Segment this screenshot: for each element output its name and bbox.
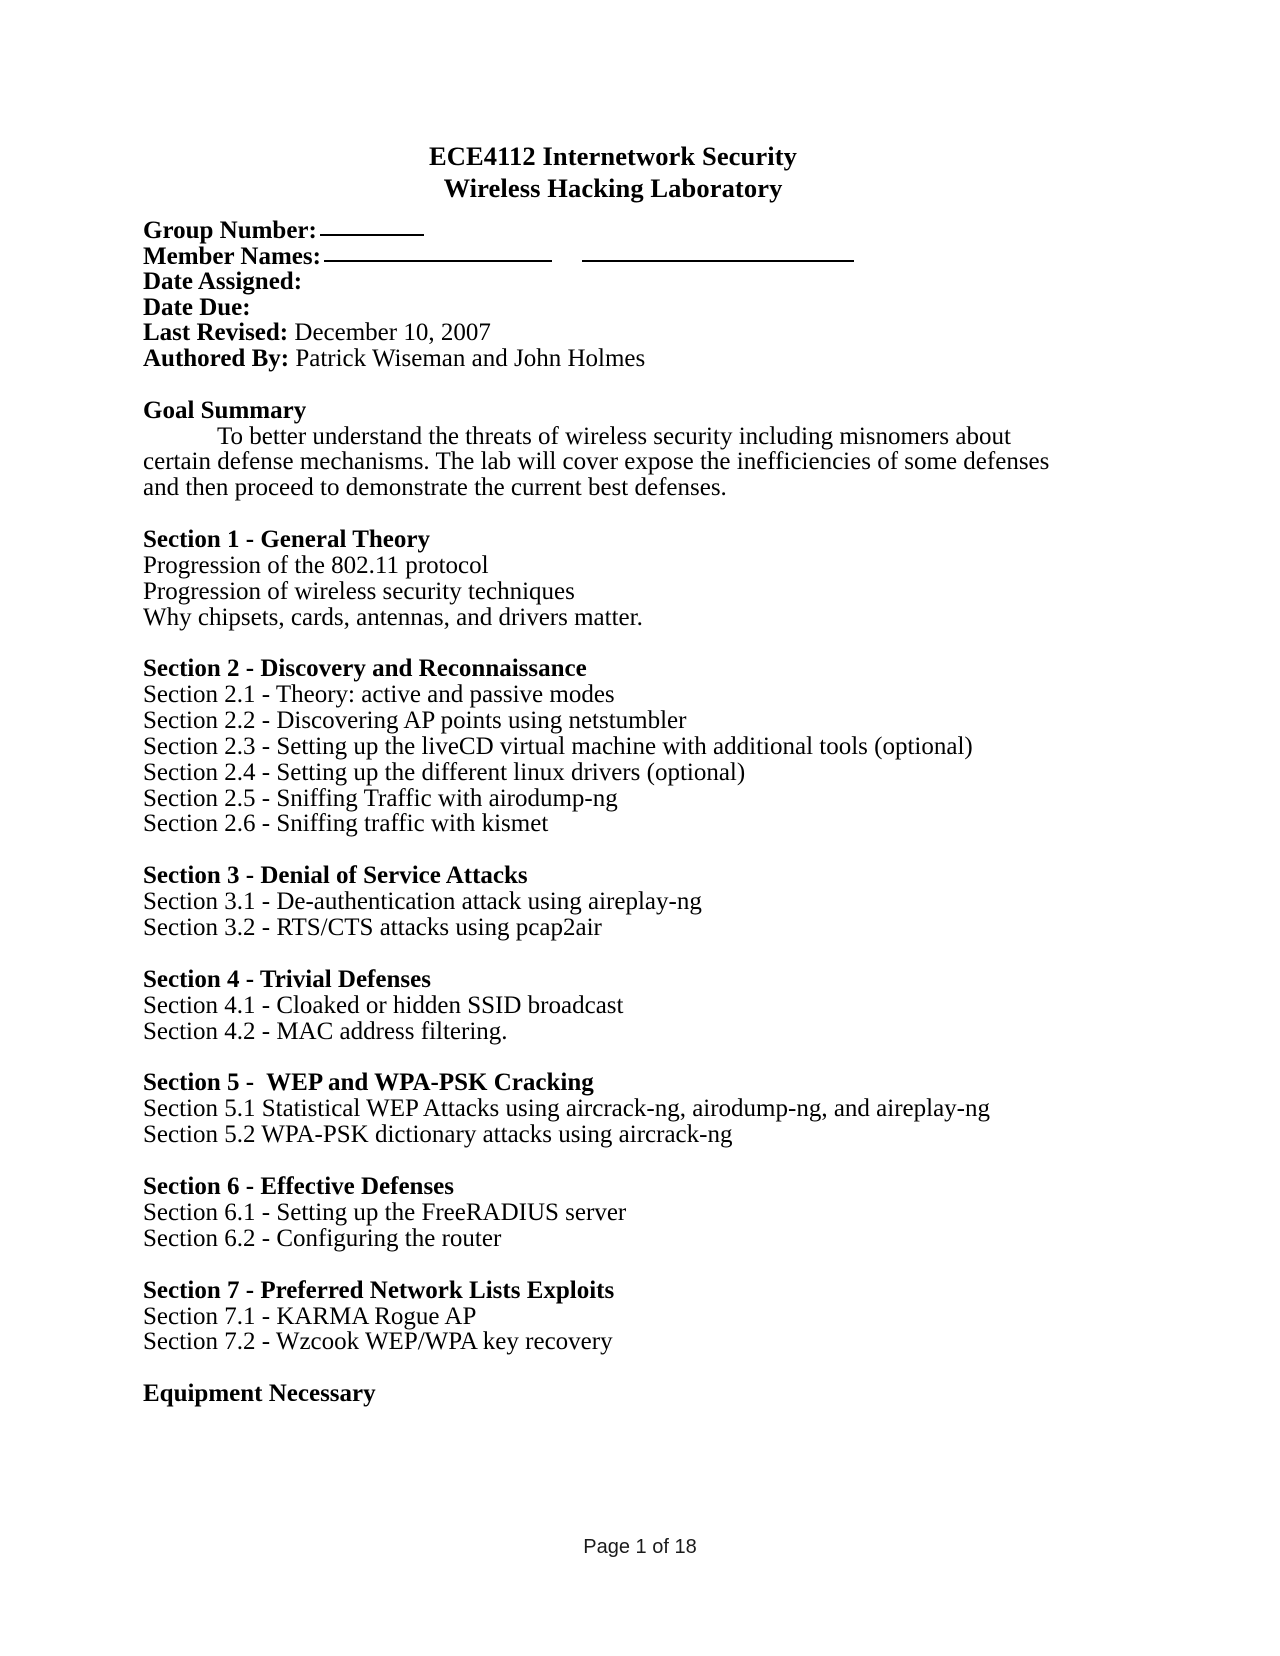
section-block-6 <box>143 1174 1083 1252</box>
meta-row-last-revised <box>143 320 1083 346</box>
section-block-5 <box>143 1070 1083 1148</box>
member-name-2-blank[interactable] <box>582 260 854 262</box>
section-item: Section 5.1 Statistical WEP Attacks using aircrack-ng, airodump-ng, and aireplay-ng <box>143 1095 991 1123</box>
section-heading-5: Section 5 - WEP and WPA-PSK Cracking <box>143 1069 594 1097</box>
document-title-line-2: Wireless Hacking Laboratory <box>443 173 783 203</box>
section-heading-4: Section 4 - Trivial Defenses <box>143 965 431 993</box>
page-content <box>143 140 1083 1407</box>
section-item: Section 2.2 - Discovering AP points using netstumbler <box>143 707 687 735</box>
section-item: Section 2.4 - Setting up the different linux drivers (optional) <box>143 758 746 786</box>
section-block-2 <box>143 656 1083 837</box>
group-number-blank[interactable] <box>320 234 424 236</box>
section-item: Section 4.1 - Cloaked or hidden SSID broadcast <box>143 991 624 1019</box>
section-item: Section 2.3 - Setting up the liveCD virtual machine with additional tools (optional) <box>143 732 973 760</box>
date-due-label: Date Due: <box>143 293 251 321</box>
section-heading-6: Section 6 - Effective Defenses <box>143 1172 455 1200</box>
document-title-line-1: ECE4112 Internetwork Security <box>429 141 797 171</box>
section-item: Section 6.2 - Configuring the router <box>143 1224 502 1252</box>
section-heading-2: Section 2 - Discovery and Reconnaissance <box>143 655 587 683</box>
goal-summary-heading: Goal Summary <box>143 396 307 424</box>
section-item: Section 4.2 - MAC address filtering. <box>143 1017 508 1045</box>
meta-row-date-due <box>143 295 1083 321</box>
equipment-block <box>143 1381 1083 1407</box>
section-item: Progression of wireless security techniques <box>143 577 575 605</box>
section-item: Why chipsets, cards, antennas, and drivers matter. <box>143 603 643 631</box>
section-item: Section 3.2 - RTS/CTS attacks using pcap2air <box>143 913 602 941</box>
section-item: Section 7.1 - KARMA Rogue AP <box>143 1302 477 1330</box>
goal-summary-paragraph <box>143 424 1083 501</box>
page-indicator: Page 1 of 18 <box>583 1536 697 1558</box>
section-block-7 <box>143 1278 1083 1356</box>
section-item: Section 7.2 - Wzcook WEP/WPA key recovery <box>143 1328 613 1356</box>
member-name-1-blank[interactable] <box>324 260 552 262</box>
section-block-3 <box>143 863 1083 941</box>
section-heading-1: Section 1 - General Theory <box>143 525 430 553</box>
section-heading-3: Section 3 - Denial of Service Attacks <box>143 862 528 890</box>
member-names-label: Member Names: <box>143 242 321 270</box>
section-item: Section 2.5 - Sniffing Traffic with airodump-ng <box>143 784 618 812</box>
goal-summary-block <box>143 398 1083 501</box>
group-number-label: Group Number: <box>143 217 317 244</box>
date-assigned-label: Date Assigned: <box>143 268 303 296</box>
document-title <box>143 140 1083 204</box>
section-item: Progression of the 802.11 protocol <box>143 551 489 579</box>
section-block-1 <box>143 527 1083 630</box>
authored-by-label: Authored By: <box>143 344 290 372</box>
section-item: Section 2.1 - Theory: active and passive modes <box>143 681 615 709</box>
section-block-4 <box>143 967 1083 1045</box>
document-meta-block <box>143 218 1083 372</box>
meta-row-group-number <box>143 218 1083 244</box>
authored-by-value: Patrick Wiseman and John Holmes <box>295 344 646 372</box>
last-revised-label: Last Revised: <box>143 319 289 347</box>
meta-row-member-names <box>143 244 1083 270</box>
goal-summary-text: To better understand the threats of wireless security including misnomers about certain defense mechanisms. The lab will cover expose the inefficiencies of some defenses and then proceed to demonstrate the current best defenses. <box>143 422 1050 502</box>
meta-row-date-assigned <box>143 269 1083 295</box>
section-item: Section 5.2 WPA-PSK dictionary attacks using aircrack-ng <box>143 1121 733 1149</box>
section-item: Section 6.1 - Setting up the FreeRADIUS server <box>143 1198 627 1226</box>
meta-row-authored-by <box>143 346 1083 372</box>
section-heading-7: Section 7 - Preferred Network Lists Exploits <box>143 1276 615 1304</box>
page-footer <box>0 1535 1280 1559</box>
equipment-heading: Equipment Necessary <box>143 1380 376 1408</box>
section-item: Section 3.1 - De-authentication attack using aireplay-ng <box>143 888 702 916</box>
section-item: Section 2.6 - Sniffing traffic with kismet <box>143 810 549 838</box>
last-revised-value: December 10, 2007 <box>294 319 491 347</box>
